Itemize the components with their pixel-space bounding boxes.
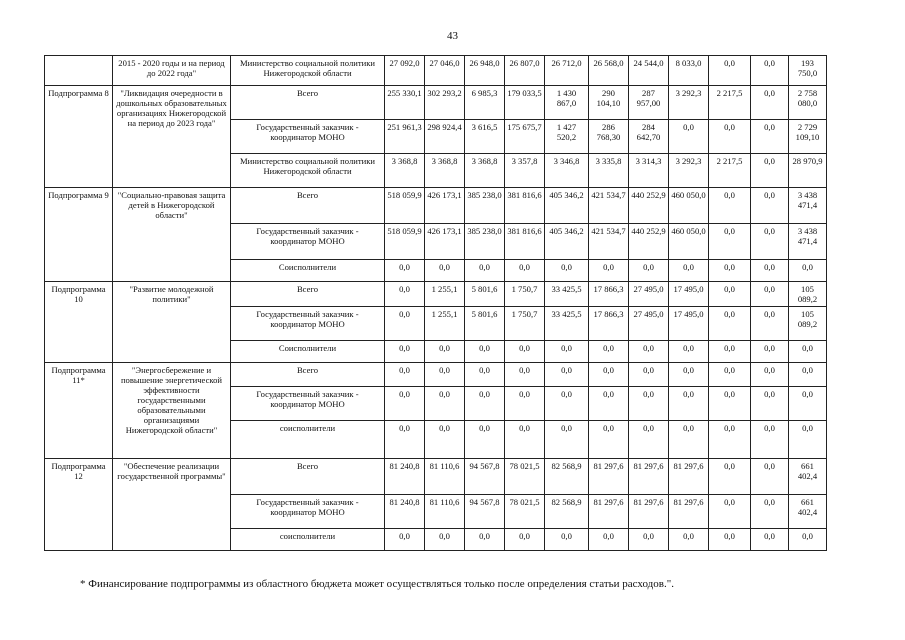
value-cell: 0,0 <box>709 495 751 529</box>
responsible-cell: Соисполнители <box>231 341 385 363</box>
value-cell: 26 948,0 <box>465 56 505 86</box>
value-cell: 81 297,6 <box>669 495 709 529</box>
value-cell: 0,0 <box>629 529 669 551</box>
value-cell: 82 568,9 <box>545 495 589 529</box>
value-cell: 1 427 520,2 <box>545 120 589 154</box>
value-cell: 661 402,4 <box>789 459 827 495</box>
value-cell: 286 768,30 <box>589 120 629 154</box>
value-cell: 0,0 <box>709 188 751 224</box>
value-cell: 2 758 080,0 <box>789 86 827 120</box>
value-cell: 251 961,3 <box>385 120 425 154</box>
value-cell: 0,0 <box>789 341 827 363</box>
subprogram-cell: Подпрограмма 12 <box>45 459 113 551</box>
value-cell: 1 255,1 <box>425 282 465 307</box>
value-cell: 94 567,8 <box>465 495 505 529</box>
value-cell: 0,0 <box>505 341 545 363</box>
value-cell: 0,0 <box>545 341 589 363</box>
value-cell: 0,0 <box>465 387 505 421</box>
value-cell: 3 616,5 <box>465 120 505 154</box>
table-row <box>45 363 869 387</box>
value-cell: 2 217,5 <box>709 154 751 188</box>
value-cell: 0,0 <box>385 282 425 307</box>
value-cell: 3 438 471,4 <box>789 188 827 224</box>
value-cell: 284 642,70 <box>629 120 669 154</box>
value-cell: 24 544,0 <box>629 56 669 86</box>
value-cell: 0,0 <box>545 529 589 551</box>
value-cell: 5 801,6 <box>465 282 505 307</box>
value-cell: 81 297,6 <box>589 459 629 495</box>
value-cell: 17 866,3 <box>589 282 629 307</box>
value-cell: 0,0 <box>709 307 751 341</box>
budget-table-body <box>45 56 869 551</box>
value-cell: 8 033,0 <box>669 56 709 86</box>
value-cell: 1 750,7 <box>505 282 545 307</box>
value-cell: 0,0 <box>751 120 789 154</box>
value-cell: 0,0 <box>709 421 751 459</box>
value-cell: 0,0 <box>629 341 669 363</box>
value-cell: 0,0 <box>751 495 789 529</box>
value-cell: 421 534,7 <box>589 224 629 260</box>
value-cell: 0,0 <box>385 421 425 459</box>
value-cell: 3 368,8 <box>385 154 425 188</box>
value-cell: 381 816,6 <box>505 224 545 260</box>
responsible-cell: Всего <box>231 459 385 495</box>
value-cell: 17 866,3 <box>589 307 629 341</box>
responsible-cell: Всего <box>231 282 385 307</box>
value-cell: 0,0 <box>669 120 709 154</box>
value-cell: 81 297,6 <box>629 459 669 495</box>
value-cell: 0,0 <box>465 260 505 282</box>
value-cell: 0,0 <box>789 260 827 282</box>
value-cell: 460 050,0 <box>669 224 709 260</box>
value-cell: 518 059,9 <box>385 224 425 260</box>
value-cell: 81 297,6 <box>669 459 709 495</box>
value-cell: 81 110,6 <box>425 459 465 495</box>
value-cell: 5 801,6 <box>465 307 505 341</box>
value-cell: 78 021,5 <box>505 459 545 495</box>
value-cell: 179 033,5 <box>505 86 545 120</box>
value-cell: 2 729 109,10 <box>789 120 827 154</box>
value-cell: 0,0 <box>709 56 751 86</box>
subprogram-name-cell: "Развитие молодежной политики" <box>113 282 231 363</box>
value-cell: 17 495,0 <box>669 307 709 341</box>
value-cell: 0,0 <box>709 120 751 154</box>
value-cell: 0,0 <box>751 260 789 282</box>
value-cell: 81 110,6 <box>425 495 465 529</box>
value-cell: 3 357,8 <box>505 154 545 188</box>
value-cell: 3 292,3 <box>669 154 709 188</box>
value-cell: 0,0 <box>669 387 709 421</box>
value-cell: 0,0 <box>789 363 827 387</box>
value-cell: 381 816,6 <box>505 188 545 224</box>
value-cell: 26 568,0 <box>589 56 629 86</box>
value-cell: 0,0 <box>505 363 545 387</box>
value-cell: 78 021,5 <box>505 495 545 529</box>
value-cell: 290 104,10 <box>589 86 629 120</box>
value-cell: 6 985,3 <box>465 86 505 120</box>
value-cell: 0,0 <box>669 421 709 459</box>
value-cell: 0,0 <box>589 260 629 282</box>
value-cell: 3 335,8 <box>589 154 629 188</box>
value-cell: 405 346,2 <box>545 224 589 260</box>
value-cell: 0,0 <box>385 341 425 363</box>
responsible-cell: Министерство социальной политики Нижегородской области <box>231 56 385 86</box>
value-cell: 27 046,0 <box>425 56 465 86</box>
value-cell: 0,0 <box>751 56 789 86</box>
value-cell: 0,0 <box>751 307 789 341</box>
value-cell: 81 297,6 <box>629 495 669 529</box>
value-cell: 0,0 <box>751 529 789 551</box>
value-cell: 661 402,4 <box>789 495 827 529</box>
value-cell: 0,0 <box>385 387 425 421</box>
value-cell: 0,0 <box>751 154 789 188</box>
value-cell: 0,0 <box>709 387 751 421</box>
subprogram-cell: Подпрограмма 11* <box>45 363 113 459</box>
value-cell: 0,0 <box>669 341 709 363</box>
value-cell: 82 568,9 <box>545 459 589 495</box>
value-cell: 0,0 <box>709 459 751 495</box>
table-row <box>45 56 869 86</box>
value-cell: 0,0 <box>425 387 465 421</box>
value-cell: 105 089,2 <box>789 307 827 341</box>
subprogram-cell: Подпрограмма 10 <box>45 282 113 363</box>
value-cell: 440 252,9 <box>629 188 669 224</box>
value-cell: 0,0 <box>385 363 425 387</box>
value-cell: 2 217,5 <box>709 86 751 120</box>
value-cell: 193 750,0 <box>789 56 827 86</box>
value-cell: 0,0 <box>465 363 505 387</box>
value-cell: 0,0 <box>385 260 425 282</box>
value-cell: 33 425,5 <box>545 307 589 341</box>
value-cell: 0,0 <box>629 260 669 282</box>
value-cell: 0,0 <box>751 341 789 363</box>
value-cell: 0,0 <box>545 387 589 421</box>
responsible-cell: Соисполнители <box>231 260 385 282</box>
value-cell: 1 750,7 <box>505 307 545 341</box>
subprogram-cell: Подпрограмма 8 <box>45 86 113 188</box>
responsible-cell: соисполнители <box>231 529 385 551</box>
value-cell: 81 297,6 <box>589 495 629 529</box>
value-cell: 0,0 <box>709 363 751 387</box>
value-cell: 0,0 <box>709 529 751 551</box>
value-cell: 3 368,8 <box>425 154 465 188</box>
value-cell: 0,0 <box>589 529 629 551</box>
value-cell: 0,0 <box>629 387 669 421</box>
value-cell: 3 368,8 <box>465 154 505 188</box>
responsible-cell: Всего <box>231 86 385 120</box>
value-cell: 33 425,5 <box>545 282 589 307</box>
value-cell: 0,0 <box>465 341 505 363</box>
value-cell: 0,0 <box>751 188 789 224</box>
responsible-cell: Государственный заказчик - координатор МОНО <box>231 387 385 421</box>
value-cell: 0,0 <box>669 529 709 551</box>
responsible-cell: соисполнители <box>231 421 385 459</box>
value-cell: 27 495,0 <box>629 282 669 307</box>
value-cell: 0,0 <box>709 224 751 260</box>
value-cell: 0,0 <box>709 282 751 307</box>
subprogram-name-cell: "Обеспечение реализации государственной программы" <box>113 459 231 551</box>
value-cell: 0,0 <box>505 387 545 421</box>
subprogram-name-cell: "Энергосбережение и повышение энергетической эффективности государственными образовательными организациями Нижегородской области" <box>113 363 231 459</box>
value-cell: 287 957,00 <box>629 86 669 120</box>
value-cell: 0,0 <box>669 363 709 387</box>
value-cell: 81 240,8 <box>385 459 425 495</box>
responsible-cell: Государственный заказчик - координатор МОНО <box>231 307 385 341</box>
value-cell: 81 240,8 <box>385 495 425 529</box>
value-cell: 302 293,2 <box>425 86 465 120</box>
subprogram-cell: Подпрограмма 9 <box>45 188 113 282</box>
value-cell: 0,0 <box>505 260 545 282</box>
value-cell: 3 314,3 <box>629 154 669 188</box>
value-cell: 26 807,0 <box>505 56 545 86</box>
table-row <box>45 459 869 495</box>
value-cell: 421 534,7 <box>589 188 629 224</box>
value-cell: 255 330,1 <box>385 86 425 120</box>
value-cell: 105 089,2 <box>789 282 827 307</box>
value-cell: 28 970,9 <box>789 154 827 188</box>
value-cell: 298 924,4 <box>425 120 465 154</box>
value-cell: 0,0 <box>545 421 589 459</box>
value-cell: 175 675,7 <box>505 120 545 154</box>
page-number: 43 <box>447 30 458 42</box>
subprogram-name-cell: "Ликвидация очередности в дошкольных образовательных организациях Нижегородской на период до 2023 года" <box>113 86 231 188</box>
value-cell: 0,0 <box>425 363 465 387</box>
value-cell: 0,0 <box>385 307 425 341</box>
value-cell: 0,0 <box>589 387 629 421</box>
value-cell: 426 173,1 <box>425 188 465 224</box>
footnote: * Финансирование подпрограммы из областного бюджета может осуществляться только после определения статьи расходов.". <box>80 578 674 590</box>
value-cell: 0,0 <box>465 421 505 459</box>
table-row <box>45 282 869 307</box>
value-cell: 385 238,0 <box>465 188 505 224</box>
value-cell: 0,0 <box>385 529 425 551</box>
value-cell: 0,0 <box>589 341 629 363</box>
value-cell: 0,0 <box>629 421 669 459</box>
subprogram-cell <box>45 56 113 86</box>
value-cell: 0,0 <box>505 529 545 551</box>
value-cell: 0,0 <box>589 421 629 459</box>
value-cell: 0,0 <box>629 363 669 387</box>
value-cell: 0,0 <box>751 363 789 387</box>
responsible-cell: Всего <box>231 188 385 224</box>
value-cell: 27 495,0 <box>629 307 669 341</box>
value-cell: 0,0 <box>751 421 789 459</box>
value-cell: 3 438 471,4 <box>789 224 827 260</box>
value-cell: 0,0 <box>751 224 789 260</box>
value-cell: 0,0 <box>505 421 545 459</box>
table-row <box>45 86 869 120</box>
value-cell: 0,0 <box>751 387 789 421</box>
value-cell: 0,0 <box>709 341 751 363</box>
value-cell: 27 092,0 <box>385 56 425 86</box>
value-cell: 94 567,8 <box>465 459 505 495</box>
budget-table <box>44 55 869 551</box>
responsible-cell: Министерство социальной политики Нижегородской области <box>231 154 385 188</box>
responsible-cell: Государственный заказчик - координатор МОНО <box>231 495 385 529</box>
value-cell: 0,0 <box>789 529 827 551</box>
value-cell: 26 712,0 <box>545 56 589 86</box>
value-cell: 0,0 <box>425 341 465 363</box>
value-cell: 0,0 <box>751 86 789 120</box>
value-cell: 0,0 <box>751 459 789 495</box>
value-cell: 518 059,9 <box>385 188 425 224</box>
responsible-cell: Всего <box>231 363 385 387</box>
value-cell: 0,0 <box>465 529 505 551</box>
value-cell: 0,0 <box>709 260 751 282</box>
subprogram-name-cell: 2015 - 2020 годы и на период до 2022 года" <box>113 56 231 86</box>
value-cell: 0,0 <box>789 387 827 421</box>
value-cell: 3 292,3 <box>669 86 709 120</box>
value-cell: 1 430 867,0 <box>545 86 589 120</box>
subprogram-name-cell: "Социально-правовая защита детей в Нижегородской области" <box>113 188 231 282</box>
value-cell: 0,0 <box>751 282 789 307</box>
value-cell: 1 255,1 <box>425 307 465 341</box>
value-cell: 385 238,0 <box>465 224 505 260</box>
table-row <box>45 188 869 224</box>
value-cell: 426 173,1 <box>425 224 465 260</box>
value-cell: 460 050,0 <box>669 188 709 224</box>
value-cell: 0,0 <box>545 260 589 282</box>
value-cell: 405 346,2 <box>545 188 589 224</box>
value-cell: 0,0 <box>425 260 465 282</box>
value-cell: 440 252,9 <box>629 224 669 260</box>
value-cell: 0,0 <box>589 363 629 387</box>
value-cell: 3 346,8 <box>545 154 589 188</box>
value-cell: 0,0 <box>545 363 589 387</box>
value-cell: 0,0 <box>789 421 827 459</box>
responsible-cell: Государственный заказчик - координатор МОНО <box>231 120 385 154</box>
responsible-cell: Государственный заказчик - координатор МОНО <box>231 224 385 260</box>
value-cell: 0,0 <box>669 260 709 282</box>
value-cell: 0,0 <box>425 421 465 459</box>
value-cell: 17 495,0 <box>669 282 709 307</box>
value-cell: 0,0 <box>425 529 465 551</box>
